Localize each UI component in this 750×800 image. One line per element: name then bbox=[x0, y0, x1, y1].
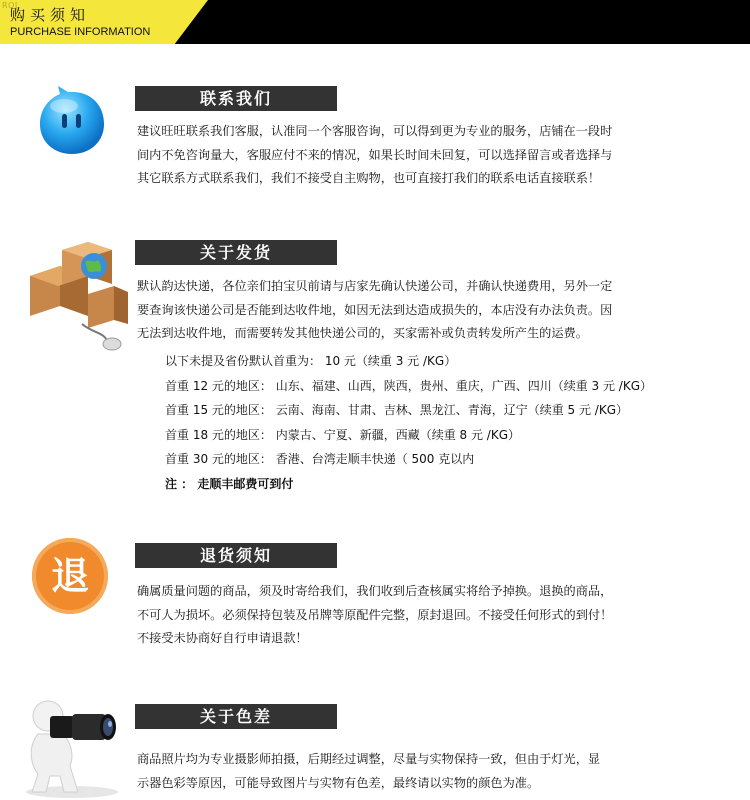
list-item: 首重 15 元的地区： 云南、海南、甘肃、吉林、黑龙江、青海，辽宁（续重 5 元 /KG） bbox=[165, 403, 629, 417]
shipping-boxes-icon bbox=[22, 236, 134, 352]
text-line: 默认韵达快递，各位亲们拍宝贝前请与店家先确认快递公司，并确认快递费用，另外一定 bbox=[137, 279, 613, 293]
section-label: 联系我们 bbox=[135, 86, 337, 111]
page-subtitle: PURCHASE INFORMATION bbox=[10, 26, 151, 38]
shipping-note: 注 ： 走顺丰邮费可到付 bbox=[165, 476, 294, 491]
text-line: 商品照片均为专业摄影师拍摄，后期经过调整，尽量与实物保持一致，但由于灯光，显 bbox=[137, 752, 601, 766]
return-icon bbox=[32, 538, 108, 614]
text-line: 要查询该快递公司是否能到达收件地，如因无法到达造成损失的，本店没有办法负责。因 bbox=[137, 302, 613, 317]
section-text bbox=[137, 580, 693, 651]
text-line: 不可人为损坏。必须保持包装及吊牌等原配件完整，原封退回。不接受任何形式的到付！ bbox=[137, 607, 613, 622]
section-text bbox=[137, 748, 693, 795]
text-line: 不接受未协商好自行申请退款！ bbox=[137, 631, 308, 645]
text-line: 示器色彩等原因，可能导致图片与实物有色差，最终请以实物的颜色为准。 bbox=[137, 775, 540, 790]
return-icon-glyph: 退 bbox=[50, 554, 89, 598]
list-item: 首重 18 元的地区： 内蒙古、宁夏、新疆，西藏（续重 8 元 /KG） bbox=[165, 427, 521, 442]
camera-man-icon bbox=[14, 694, 126, 800]
header-banner bbox=[0, 0, 750, 44]
banner-watermark: RQL bbox=[2, 1, 20, 10]
text-line: 其它联系方式联系我们，我们不接受自主购物，也可直接打我们的联系电话直接联系！ bbox=[137, 171, 601, 185]
section-label: 关于发货 bbox=[135, 240, 337, 265]
chat-bubble-icon bbox=[34, 84, 110, 160]
section-label: 关于色差 bbox=[135, 704, 337, 729]
shipping-rate-list bbox=[165, 349, 652, 496]
page-title: 购买须知 bbox=[10, 6, 91, 24]
section-text bbox=[137, 120, 693, 191]
section-text bbox=[137, 275, 693, 346]
text-line: 确属质量问题的商品，须及时寄给我们，我们收到后查核属实将给予掉换。退换的商品， bbox=[137, 584, 613, 598]
list-item: 首重 12 元的地区： 山东、福建、山西，陕西，贵州、重庆，广西、四川（续重 3 元 /KG） bbox=[165, 378, 653, 393]
text-line: 间内不免咨询量大，客服应付不来的情况，如果长时间未回复，可以选择留言或者选择与 bbox=[137, 147, 613, 162]
text-line: 建议旺旺联系我们客服，认准同一个客服咨询，可以得到更为专业的服务，店铺在一段时 bbox=[137, 124, 613, 138]
section-label: 退货须知 bbox=[135, 543, 337, 568]
list-item: 首重 30 元的地区： 香港、台湾走顺丰快递（ 500 克以内 bbox=[165, 452, 475, 466]
list-item: 以下未提及省份默认首重为： 10 元（续重 3 元 /KG） bbox=[165, 354, 457, 368]
text-line: 无法到达收件地，而需要转发其他快递公司的，买家需补或负责转发所产生的运费。 bbox=[137, 326, 588, 340]
